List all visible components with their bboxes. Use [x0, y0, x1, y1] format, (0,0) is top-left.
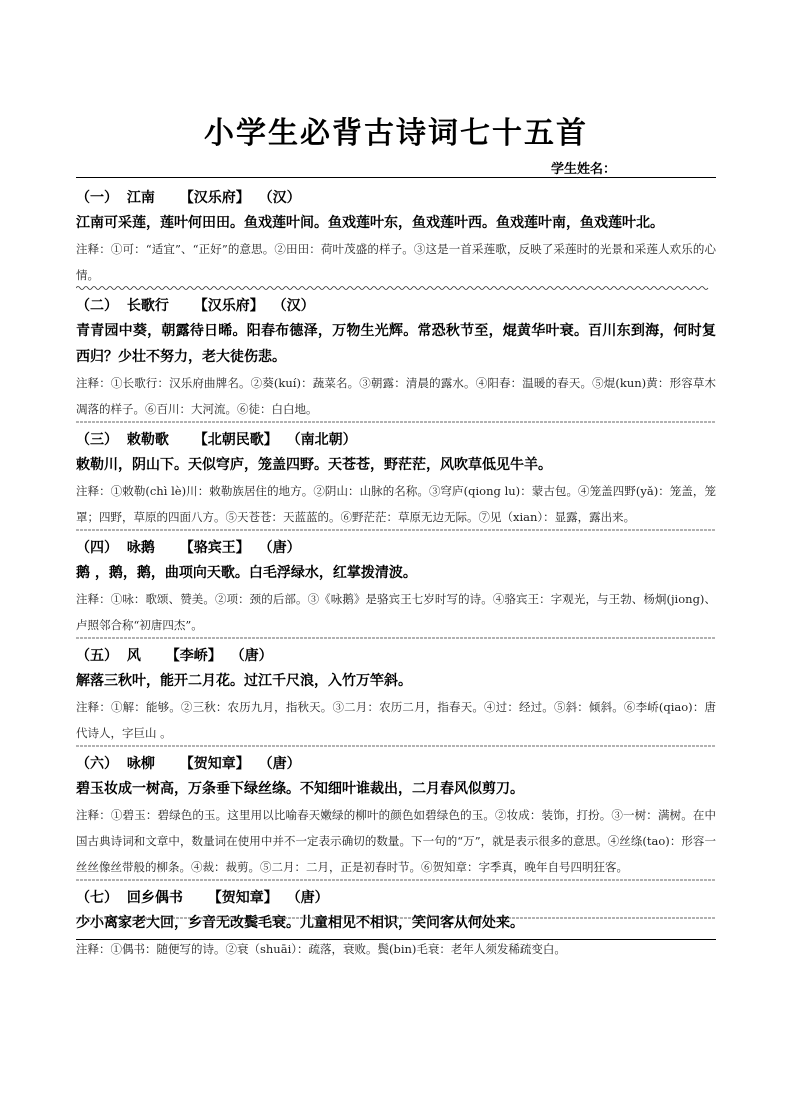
poem-text: 碧玉妆成一树高，万条垂下绿丝绦。不知细叶谁裁出，二月春风似剪刀。 [76, 781, 524, 797]
poem-header [76, 186, 716, 210]
blank-lines [76, 918, 716, 940]
poem-note: 注释：①长歌行：汉乐府曲牌名。②葵(kuí)：蔬菜名。③朝露：清晨的露水。④阳春：温暖的春天。⑤焜(kun)黄：形容草木凋落的样子。⑥百川：大河流。⑥徒：白白地。 [76, 376, 716, 416]
poem-author: 【北朝民歌】 [193, 432, 278, 448]
poem-note: 注释：①可：“适宜”、“正好”的意思。②田田：荷叶茂盛的样子。③这是一首采莲歌，反映了采莲时的光景和采莲人欢乐的心情。 [76, 242, 716, 282]
poem-note: 注释：①解：能够。②三秋：农历九月，指秋天。③二月：农历二月，指春天。④过：经过。⑤斜：倾斜。⑥李峤(qiao)：唐代诗人，字巨山 。 [76, 700, 716, 740]
poem-name: 江南 [126, 190, 155, 206]
poem-text: 少小离家老大回，乡音无改鬓毛衰。儿童相见不相识，笑问客从何处来。 [76, 915, 524, 931]
poem-dynasty: （南北朝） [286, 432, 357, 448]
poem-number: （七） [76, 890, 118, 906]
poem-note: 注释：①咏：歌颂、赞美。②项：颈的后部。③《咏鹅》是骆宾王七岁时写的诗。④骆宾王：字观光，与王勃、杨炯(jiong)、卢照邻合称“初唐四杰”。 [76, 592, 716, 632]
poem-number: （六） [76, 756, 118, 772]
poem-name: 回乡偶书 [126, 890, 183, 906]
poem-dynasty: （唐） [258, 756, 301, 772]
poem-name: 敕勒歌 [126, 432, 169, 448]
poem-note: 注释：①偶书：随便写的诗。②衰（shuāi）：疏落，衰败。鬓(bin)毛衰：老年人须发稀疏变白。 [76, 942, 566, 956]
poem-section [76, 294, 716, 425]
poem-author: 【骆宾王】 [179, 540, 250, 556]
poem-text: 敕勒川，阴山下。天似穹庐，笼盖四野。天苍苍，野茫茫，风吹草低见牛羊。 [76, 457, 552, 473]
poem-header [76, 644, 716, 668]
poem-number: （二） [76, 298, 118, 314]
poem-header [76, 536, 716, 560]
poem-header [76, 294, 716, 318]
poem-name: 长歌行 [126, 298, 169, 314]
poem-dynasty: （唐） [258, 540, 301, 556]
poem-text: 解落三秋叶，能开二月花。过江千尺浪，入竹万竿斜。 [76, 673, 412, 689]
poem-section [76, 428, 716, 533]
poem-author: 【汉乐府】 [179, 190, 250, 206]
poem-author: 【汉乐府】 [193, 298, 264, 314]
answer-line [76, 939, 716, 940]
poem-note: 注释：①敕勒(chì lè)川：敕勒族居住的地方。②阴山：山脉的名称。③穹庐(qiong lu)：蒙古包。④笼盖四野(yǎ)：笼盖，笼罩；四野，草原的四面八方。⑤天苍苍：天蓝蓝的。⑥野茫茫：草原无边无际。⑦见（xian）：显露，露出来。 [76, 484, 716, 524]
poem-section [76, 644, 716, 749]
poem-dynasty: （汉） [258, 190, 301, 206]
poem-author: 【李峤】 [165, 648, 222, 664]
poem-note: 注释：①碧玉：碧绿色的玉。这里用以比喻春天嫩绿的柳叶的颜色如碧绿色的玉。②妆成：装饰，打扮。③一树：满树。在中国古典诗词和文章中，数量词在使用中并不一定表示确切的数量。下一句的“万”，就是表示很多的意思。④丝绦(tao)：形容一丝丝像丝带般的柳条。④裁：裁剪。⑤二月：二月，正是初春时节。⑥贺知章：字季真，晚年自号四明狂客。 [76, 808, 716, 874]
poem-list [76, 186, 716, 962]
poem-text: 江南可采莲，莲叶何田田。鱼戏莲叶间。鱼戏莲叶东，鱼戏莲叶西。鱼戏莲叶南，鱼戏莲叶北。 [76, 215, 664, 231]
poem-name: 咏柳 [126, 756, 155, 772]
page-title: 小学生必背古诗词七十五首 [204, 116, 588, 151]
wavy-divider [76, 915, 716, 921]
poem-number: （一） [76, 190, 118, 206]
poem-header [76, 428, 716, 452]
student-name-label: 学生姓名： [551, 162, 617, 177]
poem-number: （五） [76, 648, 118, 664]
poem-section [76, 752, 716, 883]
poem-dynasty: （汉） [272, 298, 315, 314]
poem-author: 【贺知章】 [179, 756, 250, 772]
student-name-line [76, 177, 716, 178]
poem-header [76, 752, 716, 776]
poem-name: 咏鹅 [126, 540, 155, 556]
poem-text: 青青园中葵，朝露待日晞。阳春布德泽，万物生光辉。常恐秋节至，焜黄华叶衰。百川东到海，何时复西归？少壮不努力，老大徒伤悲。 [76, 323, 716, 365]
poem-dynasty: （唐） [286, 890, 329, 906]
poem-number: （四） [76, 540, 118, 556]
poem-name: 风 [126, 648, 141, 664]
poem-section [76, 186, 716, 291]
poem-header [76, 886, 716, 910]
poem-text: 鹅 ，鹅，鹅，曲项向天歌。白毛浮绿水，红掌拨清波。 [76, 565, 417, 581]
poem-dynasty: （唐） [230, 648, 273, 664]
poem-section [76, 536, 716, 641]
poem-author: 【贺知章】 [207, 890, 278, 906]
poem-number: （三） [76, 432, 118, 448]
